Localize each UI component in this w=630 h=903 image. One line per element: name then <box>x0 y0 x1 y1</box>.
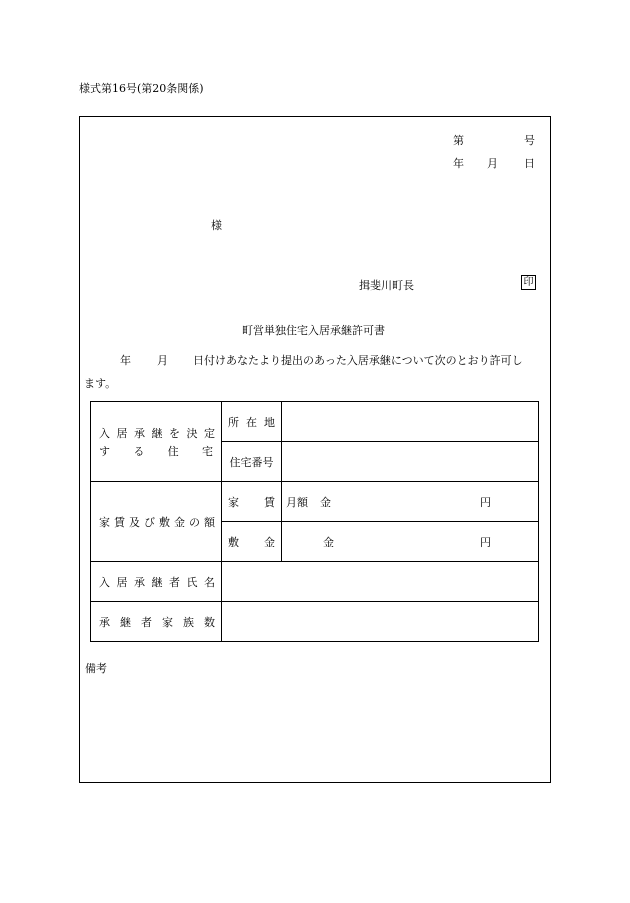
number-suffix: 号 <box>524 134 535 147</box>
housing-number-value-cell <box>282 442 539 482</box>
date-day-label: 日 <box>524 157 535 170</box>
body-text-1: 日付けあなたより提出のあった入居承継について次のとおり許可し <box>193 354 523 367</box>
form-id: 様式第16号(第20条関係) <box>79 82 204 95</box>
document-title: 町営単独住宅入居承継許可書 <box>242 324 385 337</box>
rent-yen-label: 円 <box>480 495 491 509</box>
body-year: 年 <box>120 354 131 367</box>
rent-amount-label: 金 <box>320 495 331 509</box>
rent-deposit-label: 家 賃 及 び 敷 金 の 額 <box>99 515 215 529</box>
addressee-suffix: 様 <box>211 219 222 232</box>
rent-deposit-label-cell <box>91 482 222 562</box>
successor-name-value-cell <box>222 562 539 602</box>
housing-label-cell <box>91 402 222 482</box>
seal-mark: 印 <box>521 275 536 290</box>
rent-value-cell <box>282 482 539 522</box>
family-count-value-cell <box>222 602 539 642</box>
deposit-value-cell <box>282 522 539 562</box>
body-month: 月 <box>157 354 168 367</box>
date-month-label: 月 <box>487 157 498 170</box>
date-year-label: 年 <box>453 157 464 170</box>
housing-label-line1: 入 居 承 継 を 決 定 <box>99 426 215 440</box>
info-table <box>90 401 539 642</box>
remarks-label: 備考 <box>85 662 107 675</box>
location-label-cell <box>222 402 282 442</box>
location-value-cell <box>282 402 539 442</box>
family-count-label-cell <box>91 602 222 642</box>
location-label: 所 在 地 <box>228 415 275 429</box>
body-line-2: ます。 <box>84 377 117 390</box>
issuer: 揖斐川町長 <box>359 279 414 292</box>
monthly-label: 月額 <box>286 495 308 509</box>
deposit-label-cell <box>222 522 282 562</box>
deposit-yen-label: 円 <box>480 535 491 549</box>
family-count-label: 承 継 者 家 族 数 <box>99 615 215 629</box>
housing-number-label: 住宅番号 <box>222 442 282 482</box>
number-prefix: 第 <box>453 134 464 147</box>
rent-label-cell <box>222 482 282 522</box>
successor-name-label: 入 居 承 継 者 氏 名 <box>99 575 215 589</box>
deposit-label: 敷 金 <box>228 535 275 549</box>
successor-name-label-cell <box>91 562 222 602</box>
rent-label: 家 賃 <box>228 495 275 509</box>
housing-label-line2: す る 住 宅 <box>99 444 213 458</box>
deposit-amount-label: 金 <box>323 535 334 549</box>
